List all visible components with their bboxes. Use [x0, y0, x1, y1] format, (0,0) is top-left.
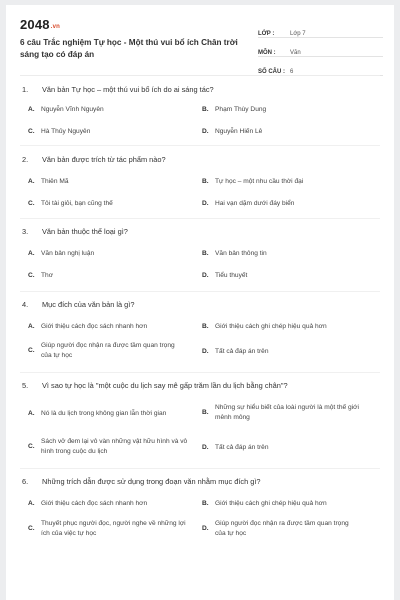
question-separator [20, 291, 380, 292]
option-text: Nguyễn Vĩnh Nguyên [41, 106, 104, 113]
option-text: Văn bản thông tin [215, 250, 267, 257]
option-text: Giới thiệu cách ghi chép hiệu quả hơn [215, 323, 327, 330]
option-text: Giúp người đọc nhận ra được tầm quan trọng của tự học [215, 520, 349, 537]
question-3 [22, 227, 382, 237]
question-separator [20, 468, 380, 469]
option-letter: C. [28, 525, 35, 532]
option-text: Giúp người đọc nhận ra được tầm quan trọng của tự học [41, 342, 175, 359]
question-separator [20, 372, 380, 373]
option-5b[interactable] [202, 403, 362, 422]
question-prompt: Văn bản Tự học – một thú vui bổ ích do ai sáng tác? [42, 85, 214, 94]
option-letter: D. [202, 525, 209, 532]
question-number: 5. [22, 381, 29, 390]
option-letter: A. [28, 178, 35, 186]
option-letter: A. [28, 500, 35, 508]
option-letter: D. [202, 444, 209, 452]
option-5a[interactable] [28, 409, 193, 419]
option-text: Văn bản nghị luận [41, 250, 95, 257]
option-text: Hai vạn dặm dưới đáy biển [215, 200, 295, 207]
question-prompt: Vì sao tự học là "một cuộc du lịch say mê gấp trăm lần du lịch bằng chân"? [42, 381, 288, 390]
worksheet-page [6, 5, 394, 600]
option-2a[interactable] [28, 177, 193, 187]
meta-row-grade [258, 19, 383, 38]
meta-label: SỐ CÂU : [258, 69, 285, 75]
option-letter: A. [28, 410, 35, 418]
logo-domain-text: .vn [50, 24, 61, 30]
question-4 [22, 300, 382, 310]
meta-value: 6 [290, 69, 294, 75]
option-text: Thuyết phục người đọc, người nghe về những lợi ích của việc tự học [41, 520, 186, 537]
option-1a[interactable] [28, 105, 193, 115]
option-3b[interactable] [202, 249, 362, 259]
option-letter: C. [28, 128, 35, 136]
site-logo[interactable] [20, 17, 60, 32]
question-text [22, 381, 382, 391]
worksheet-meta [258, 19, 383, 76]
option-2d[interactable] [202, 199, 362, 209]
question-separator [20, 145, 380, 146]
option-6d[interactable] [202, 519, 362, 538]
option-4d[interactable] [202, 347, 362, 357]
option-4a[interactable] [28, 322, 193, 332]
option-3d[interactable] [202, 271, 362, 281]
meta-row-subject [258, 38, 383, 57]
option-letter: B. [202, 500, 209, 508]
option-letter: C. [28, 200, 35, 208]
option-3c[interactable] [28, 271, 193, 281]
option-text: Phạm Thùy Dung [215, 106, 267, 113]
question-5 [22, 381, 382, 391]
question-number: 1. [22, 85, 29, 94]
question-number: 4. [22, 300, 29, 309]
option-text: Tự học – một nhu cầu thời đại [215, 178, 304, 185]
option-text: Thiên Mã [41, 178, 69, 185]
option-letter: D. [202, 200, 209, 208]
question-6 [22, 477, 382, 487]
meta-value: Văn [290, 50, 301, 56]
option-6c[interactable] [28, 519, 193, 538]
option-letter: D. [202, 128, 209, 136]
option-letter: D. [202, 272, 209, 280]
question-text [22, 227, 382, 237]
option-letter: B. [202, 323, 209, 331]
option-1c[interactable] [28, 127, 193, 137]
option-text: Tất cả đáp án trên [215, 348, 269, 355]
question-text [22, 85, 382, 95]
option-letter: B. [202, 106, 209, 114]
header-divider [20, 75, 380, 76]
option-3a[interactable] [28, 249, 193, 259]
question-separator [20, 218, 380, 219]
meta-value: Lớp 7 [290, 31, 306, 37]
meta-row-count [258, 57, 383, 76]
meta-label: MÔN : [258, 50, 276, 56]
option-4b[interactable] [202, 322, 362, 332]
option-text: Những sự hiểu biết của loài người là một thế giới mênh mông [215, 404, 359, 421]
option-5c[interactable] [28, 437, 193, 456]
option-letter: B. [202, 250, 209, 258]
option-1b[interactable] [202, 105, 362, 115]
question-prompt: Mục đích của văn bản là gì? [42, 300, 135, 309]
question-number: 2. [22, 155, 29, 164]
option-text: Giới thiệu cách đọc sách nhanh hơn [41, 323, 148, 330]
option-text: Giới thiệu cách đọc sách nhanh hơn [41, 500, 148, 507]
option-letter: A. [28, 323, 35, 331]
option-6a[interactable] [28, 499, 193, 509]
question-number: 6. [22, 477, 29, 486]
option-letter: A. [28, 250, 35, 258]
option-letter: A. [28, 106, 35, 114]
option-text: Hà Thủy Nguyên [41, 128, 91, 135]
option-letter: D. [202, 348, 209, 356]
question-text [22, 300, 382, 310]
option-text: Tôi tài giỏi, bạn cũng thế [41, 200, 113, 207]
question-prompt: Văn bản thuộc thể loại gì? [42, 227, 128, 236]
question-text [22, 155, 382, 165]
option-text: Giới thiệu cách ghi chép hiệu quả hơn [215, 500, 327, 507]
question-prompt: Những trích dẫn được sử dụng trong đoạn văn nhằm mục đích gì? [42, 477, 261, 486]
option-6b[interactable] [202, 499, 362, 509]
option-text: Nguyễn Hiến Lê [215, 128, 263, 135]
option-2b[interactable] [202, 177, 362, 187]
option-text: Tất cả đáp án trên [215, 444, 269, 451]
option-letter: B. [202, 178, 209, 186]
option-letter: C. [28, 347, 35, 354]
option-text: Nó là du lịch trong không gian lẫn thời gian [41, 410, 167, 417]
option-text: Tiểu thuyết [215, 272, 248, 279]
option-letter: C. [28, 443, 35, 450]
question-number: 3. [22, 227, 29, 236]
option-text: Sách vở đem lại vô vàn những vật hữu hình và vô hình trong cuộc du lịch [41, 438, 188, 455]
logo-main-text: 2048 [20, 17, 50, 32]
option-text: Thơ [41, 272, 54, 279]
option-1d[interactable] [202, 127, 362, 137]
option-5d[interactable] [202, 443, 362, 453]
worksheet-title: 6 câu Trắc nghiệm Tự học - Một thú vui bổ ích Chân trời sáng tạo có đáp án [20, 38, 238, 59]
option-2c[interactable] [28, 199, 193, 209]
option-letter: C. [28, 272, 35, 280]
question-prompt: Văn bản được trích từ tác phẩm nào? [42, 155, 166, 164]
question-text [22, 477, 382, 487]
question-1 [22, 85, 382, 95]
question-2 [22, 155, 382, 165]
option-4c[interactable] [28, 341, 193, 360]
option-letter: B. [202, 409, 209, 416]
meta-label: LỚP : [258, 31, 275, 37]
